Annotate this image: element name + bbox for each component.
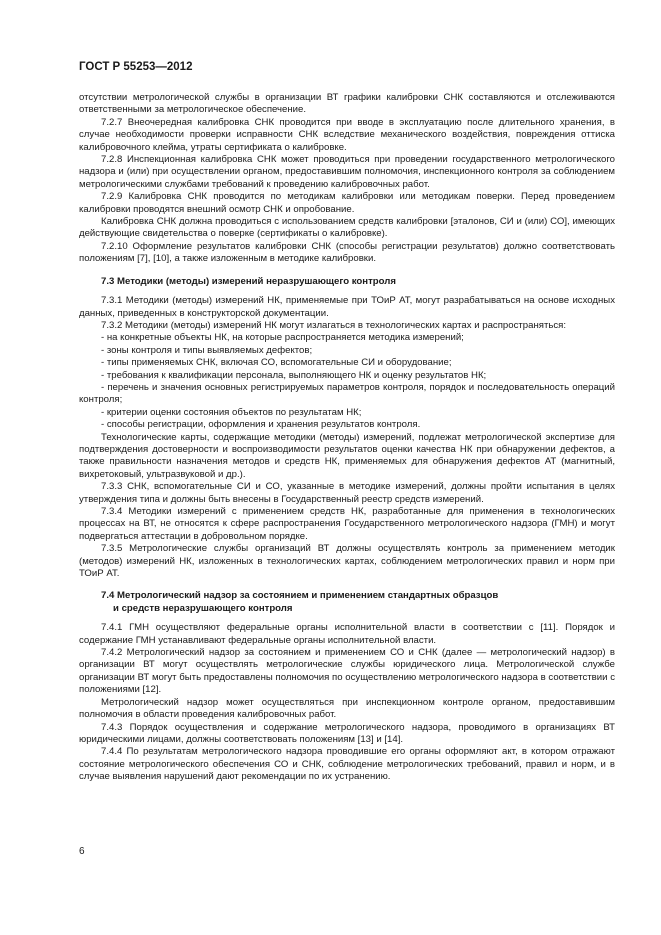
paragraph: Метрологический надзор может осуществляться при инспекционном контроле органом, предоставившим полномочия в области проведения калибровочных работ. <box>79 696 615 721</box>
paragraph: отсутствии метрологической службы в организации ВТ графики калибровки СНК составляются и отслеживаются ответственными за метрологическое обеспечение. <box>79 92 615 116</box>
paragraph: 7.4.1 ГМН осуществляют федеральные органы исполнительной власти в соответствии с [11]. Порядок и содержание ГМН устанавливают федеральные органы исполнительной власти. <box>79 622 615 646</box>
list-item: - критерии оценки состояния объектов по результатам НК; <box>101 406 362 418</box>
list-item: - требования к квалификации персонала, выполняющего НК и оценку результатов НК; <box>101 369 487 381</box>
paragraph: 7.4.2 Метрологический надзор за состоянием и применением СО и СНК (далее — метрологический надзор) в организации ВТ могут осуществлять метрологические службы юридического лица. Метрологической службе организации ВТ могут быть предоставлены полномочия по осуществлению метрологического надзора в соответствии с положениями [12]. <box>79 647 615 696</box>
paragraph: 7.2.10 Оформление результатов калибровки СНК (способы регистрации результатов) должно соответствовать положениям [7], [10], а также изложенным в методике калибровки. <box>79 240 615 265</box>
paragraph: 7.4.3 Порядок осуществления и содержание метрологического надзора, проводимого в организациях ВТ юридическими лицами, должны соответствовать положениям [13] и [14]. <box>79 721 615 745</box>
page-number: 6 <box>79 846 85 857</box>
paragraph: 7.2.8 Инспекционная калибровка СНК может проводиться при проведении государственного метрологического надзора и (или) при осуществлении органом, предоставившим полномочия, инспекционного контроля за соблюдением метрологическими службами требований к проведению калибровочных работ. <box>79 154 615 190</box>
paragraph: 7.3.4 Методики измерений с применением средств НК, разработанные для применения в технологических процессах на ВТ, не относятся к сфере распространения Государственного метрологического надзора (ГМН) и могут подвергаться аттестации в добровольном порядке. <box>79 506 615 542</box>
paragraph: 7.3.2 Методики (методы) измерений НК могут излагаться в технологических картах и распространяться: <box>101 319 566 331</box>
paragraph: 7.3.1 Методики (методы) измерений НК, применяемые при ТОиР АТ, могут разрабатываться на основе исходных данных, приведенных в конструкторской документации. <box>79 295 615 319</box>
document-body <box>79 92 615 784</box>
paragraph: Технологические карты, содержащие методики (методы) измерений, подлежат метрологической экспертизе для подтверждения достоверности и воспроизводимости результатов оценки качества НК при обнаружении дефектов, а также правильности назначения методов и средств НК, применяемых для обнаружения дефектов АТ (магнитный, вихретоковый, ультразвуковой и др.). <box>79 431 615 480</box>
paragraph: Калибровка СНК должна проводиться с использованием средств калибровки [эталонов, СИ и (или) СО], имеющих действующие свидетельства о поверке (сертификаты о калибровке). <box>79 216 615 240</box>
section-heading-7-4: 7.4 Метрологический надзор за состоянием и применением стандартных образцов и средств неразрушающего контроля <box>101 590 499 614</box>
list-item: - на конкретные объекты НК, на которые распространяется методика измерений; <box>101 332 464 344</box>
paragraph: 7.2.9 Калибровка СНК проводится по методикам калибровки или методикам поверки. Перед проведением калибровки проводятся внешний осмотр СНК и опробование. <box>79 191 615 215</box>
list-item: - перечень и значения основных регистрируемых параметров контроля, порядок и последовательность операций контроля; <box>79 381 615 406</box>
section-heading-7-3: 7.3 Методики (методы) измерений неразрушающего контроля <box>101 275 396 287</box>
list-item: - типы применяемых СНК, включая СО, вспомогательные СИ и оборудование; <box>101 357 452 369</box>
paragraph: 7.4.4 По результатам метрологического надзора проводившие его органы оформляют акт, в котором отражают состояние метрологического обеспечения СО и СНК, соблюдение метрологических требований, правил и норм, и в случае выявления нарушений дают рекомендации по их устранению. <box>79 746 615 783</box>
list-item: - зоны контроля и типы выявляемых дефектов; <box>101 344 313 356</box>
list-item: - способы регистрации, оформления и хранения результатов контроля. <box>101 419 421 431</box>
paragraph: 7.2.7 Внеочередная калибровка СНК проводится при вводе в эксплуатацию после длительного хранения, в случае необходимости проверки исправности СНК вследствие механического воздействия, повреждения оттиска калибровочного клейма, утраты сертификата о калибровке. <box>79 116 615 153</box>
paragraph: 7.3.3 СНК, вспомогательные СИ и СО, указанные в методике измерений, должны пройти испытания в целях утверждения типа и должны быть внесены в Государственный реестр средств измерений. <box>79 481 615 505</box>
paragraph: 7.3.5 Метрологические службы организаций ВТ должны осуществлять контроль за применением методик (методов) измерений НК, изложенных в технологических картах, соблюдением метрологических правил и норм при ТОиР АТ. <box>79 543 615 580</box>
document-header: ГОСТ Р 55253—2012 <box>79 61 193 73</box>
